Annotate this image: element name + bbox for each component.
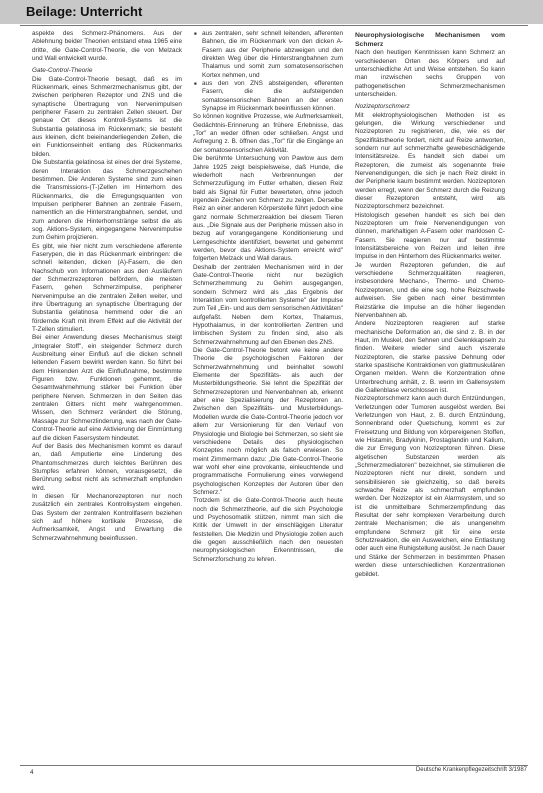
paragraph: Histologisch gesehen handelt es sich bei den Nozizeptoren um freie Nervenendigungen von dünnen, markhaltigen A-Fasern oder marklosen C-Fasern. Sie reagieren nur auf bestimmte Intensitätsbereiche von Reizen und leiten ihre Impulse in den Hinterhorn des Rückenmarks weiter. [355,211,505,261]
subheading: Nozizeptorschmerz [355,103,410,111]
paragraph: Die Gate-Control-Theorie betont wie keine andere Theorie die psychologischen Faktoren der Schmerzwahrnehmung und beinhaltet sowohl Elemente der Spezifitäts- als auch der Musterbildungstheorie. Sie lehnt die Spezifität der Schmerzrezeptoren und Nervenbahnen ab, erkennt aber eine Spezialisierung der Rezeptoren an. Zwischen den Spezifitäts- und Musterbildungs-Modellen wurde die Gate-Control-Theorie jedoch vor allem zur Versionierung für den Verlauf von Physiologie und Biologie bei Schmerzen, so sieht sie verschiedene Details des physiologischen Konzeptes noch möglich als falsch erwiesen. So meint Zimmermann dazu: „Die Gate-Control-Theorie war wohl eher eine provokante, einleuchtende und programmatische Formulierung eines vorwiegend psychologischen Konzeptes der Autoren über den Schmerz." [193,347,343,496]
page-number: 4 [30,769,34,776]
list-item: ■ aus zentralen, sehr schnell leitenden, afferenten Bahnen, die im Rückenmark von den dicken A-Fasern aus der Peripherie abzweigen und den direkten Weg über die Hinterstrangbahnen zum Thalamus und somit zum somatosensorischen Kortex nehmen, und [202,30,343,80]
paragraph: Die berühmte Untersuchung von Pawlow aus dem Jahre 1925 zeigt beispielsweise, daß Hunde, die wiederholt nach Verbrennungen der Schmerzzufügung im Futter erhalten, diesen Reiz bald als Signal für Futter bewerteten, ohne jedoch irgendein Zeichen von Schmerz zu zeigen. Derselbe Reiz an einer anderen Körperstelle führt jedoch eine ganz normale Schmerzreaktion bei diesem Tieren aus. „Die Signale aus der Peripherie müssen also in bezug auf vorangegangene Konditionierung und Lerngeschichte identifiziert, bewertet und gehemmt werden, bevor das Aktions-System erreicht wird" folgerten Melzack und Wall daraus. [193,155,343,263]
journal-citation: Deutsche Krankenpflegezeitschrift 3/1987 [415,767,527,773]
section-header-bar [0,0,543,24]
paragraph: So können kognitive Prozesse, wie Aufmerksamkeit, Gedächtnis-Erinnerung an frühere Erlebnisse, das „Tor" an weder öffnen oder schließen. Angst und Aufregung z. B. öffnen das „Tor" für die Eingänge an der somatosensorischen Aktivität. [193,113,343,154]
column-2 [193,30,343,765]
paragraph: In diesen für Mechanorezeptoren nur noch zusätzlich ein zentrales Kontrollsystem eingehen. Das System der zentralen Kontrollfasern beziehen sich auf höhere kortikale Prozesse, die Aufmerksamkeit, Angst und Erwartung die Schmerzwahrnehmung beeinflussen. [32,492,182,542]
paragraph: Bei einer Anwendung dieses Mechanismus steigt „Integraler Stoff", ein steigender Schmerz durch Ausbreitung einer Einfluß auf die dicken schnell leitenden Fasern bewirkt werden kann. So führt bei dem Hinkenden Arzt die Einflußnahme, bestimmte Figuren bzw. Funktionen gehemmt, die Gesamtwahrnehmung stärker bei Funktion über periphere Nerven. Schmerzen in den Seiten das zentralen Gitters nicht mehr wahrgenommen. Wissen, den Schmerz verändert die Störung, Massage zur Schmerzlinderung, was nach der Gate-Control-Theorie auf eine Aktivierung der Einmüntung auf die dicken Fasersystem hindeutet. [32,334,182,442]
paragraph: Es gibt, wie hier nicht zum verschiedene afferente Faserypen, die in das Rückenmark einbringen: die schnell leitenden, dicken (A)-Fasern, die den Nachschub von Informationen aus den Ausläufern der Schmerzrezeptoren befördern, die meisten Fasern, gehen Schmerzimpulse, peripherer Nervenimpulse an die zentralen Zellen weiter, und ihre Übertragung an synaptische Übertragung der Substantia gelatinosa hemmend oder die an fördernde Kraft mit ihrem Effekt auf die Aktivität der T-Zellen stimuliert. [32,242,182,334]
paragraph: Die Substantia gelatinosa ist eines der drei Systeme, deren Interaktion das Schmerzgeschehen bestimmen. Die Anderen Systeme sind zum einen die Transmissions-(T-)Zellen im Hinterhorn des Rückenmarks, die die Erregungsquanten von Impulsen peripherer Bahnen an zentrale Fasern, namentlich an die Hinterstrangbahnen, sendet, und zum anderen die Hinterhornstränge selbst die als sog. Aktions-System, eingegangene Nervenimpulse zum Gehirn projizieren. [32,159,182,242]
footer-rule [20,765,528,766]
paragraph: Trotzdem ist die Gate-Control-Theorie auch heute noch die Schmerztheorie, auf die sich Psychologie und Psychosomatik stützen, nimmt man sich die Kritik der Umwelt in der einschlägigen Literatur feststellen. Die Medizin und Physiologie zollen auch die gegen ausschließlich nach den neuesten neurophysiologischen Erkenntnissen, die Schmerzforschung zu lehren. [193,497,343,563]
list-item: ■ aus den von ZNS absteigenden, efferenten Fasern, die die aufsteigenden somatosensorischen Bahnen an der ersten Synapse im Rückenmark beeinflussen können. [202,80,343,113]
paragraph: Nach den heutigen Kenntnissen kann Schmerz an verschiedenen Orten des Körpers und auf unterschiedliche Art und Weise entstehen. So kann man inzwischen sechs Gruppen von pathogenetischen Schmerzmechanismen unterscheiden. [355,49,505,98]
column-3 [355,30,505,765]
paragraph: Mit elektrophysiologischen Methoden ist es gelungen, die Wirkung verschiedener und Nozizeptoren zu registrieren, die, wie es der Spezifitätstheorie fordert, nicht auf Reize antworten, sondern nur auf schmerzhafte gewebeschädigende Intensitätsreize. Es handelt sich dabei um Rezeptoren, die zumeist als sogenannte freie Nervenendigungen, die sich je nach Reiz direkt in der Peripherie kaum bestimmt werden. Nozizeptoren werden erregt, wenn der Schmerz durch die Reizung dieser Rezeptoren entsteht, wird als Nozizeptorschmerz bezeichnet. [355,111,505,211]
subheading: Gate-Control-Theorie [32,67,93,75]
paragraph: Je wurden Rezeptoren gefunden, die auf verschiedene Schmerzqualitäten reagieren, insbesondere Mechano-, Thermo- und Chemo-Nozizeptoren, und die eine sog. hohe Reizschwelle aufweisen. Sie geben nach einer bestimmten Reizstärke die Impulse an die höher liegenden Nervenbahnen ab. [355,261,505,319]
paragraph: aspekte des Schmerz-Phänomens. Aus der Ablehnung beider Theorien entstand etwa 1965 eine dritte, die Gate-Control-Theorie, die von Melzack und Wall entwickelt wurde. [32,30,182,63]
section-title: Beilage: Unterricht [26,4,143,19]
paragraph: Nozizeptorschmerz kann auch durch Entzündungen, Verletzungen oder Tumoren ausgelöst werden. Bei Verletzungen von Haut, z. B. durch Entzündung, Sonnenbrand oder Quetschung, kommt es zur Freisetzung und Bildung von körpereigenen Stoffen, wie Histamin, Bradykinin, Prostaglandin und Kalium, die zur Erregung von Nozizeptoren führen. Diese algetischen Substanzen werden als „Schmerzmediatoren" bezeichnet, sie stimulieren die Nozizeptoren nicht nur direkt, sondern und sensibilisieren sie gleichzeitig, so daß bereits schwache Reize als schmerzhaft empfunden werden. Der Nozizeptor ist ein Alarmsystem, und so ist die unmittelbare Schmerzempfindung das Resultat der sehr komplexen Verarbeitung durch zentrale Mechanismen; die als unangenehm empfundene Schmerz gilt für eine erste Schutzreaktion, die ein Ausweichen, eine Entlastung oder auch eine Ruhigstellung auslöst. Je nach Dauer und Stärke der Schmerzen in bestimmten Phasen werden diese unterschiedlichen Konzentrationen gebildet. [355,395,505,578]
header-rule [20,25,528,26]
paragraph: Andere Nozizeptoren reagieren auf starke mechanische Deformation an, die sind z. B. in der Haut, im Muskel, den Sehnen und Gelenkkapseln zu finden. Weitere wieder sind auch viszerale Nozizeptoren, die starke passive Dehnung oder starke spastische Kontraktionen von glattmuskulären Organen melden. Wenn die Konzentration ohne Unterbrechung anhält, z. B. wenn im Gallensystem die Gallenblase verschlossen ist. [355,320,505,394]
paragraph: Deshalb der zentralen Mechanismen wird in der Gate-Control-Theorie nicht nur bezüglich Schmerzhemmung zu Gehirn ausgegangen, sondern Schmerz wird als „das Ergebnis der Interaktion vom kontrollierten Systeme" der Impulse zum Teil „Ein- und aus dem sensorischen Aktivitäten" aufgefaßt. Neben dem Kortex, Thalamus, Hypothalamus, in der kontrollierten Zentren und limbischen System zu finden sind, also als Schmerzwahrnehmung auf den Ebenen des ZNS. [193,263,343,346]
bullet-list [193,30,343,113]
column-1 [32,30,182,765]
paragraph: Die Gate-Control-Theorie besagt, daß es im Rückenmark, eines Schmerzmechanismus gibt, der zwischen peripheren Rezeptor und ZNS und die synaptische Übertragung von Nervenimpulsen peripherer Fasern zu zentralen Zellen steuert. Der genaue Ort dieses Kontroll-Systems ist die Substantia gelatinosa im Rückenmark; sie besteht aus kleinen, dicht beieinanderliegenden Zellen, die ein Funktionseinheit entlang des Rückenmarks bilden. [32,75,182,158]
section-heading: Neurophysiologische Mechanismen vom Schmerz [355,32,505,48]
paragraph: Auf der Basis des Mechanismen kommt es darauf an, daß Amputierte eine Linderung des Phantomschmerzes durch leichtes Berühren des Stumpfes erfahren können, vorausgesetzt, die Berührung selbst nicht als schmerzhaft empfunden wird. [32,442,182,492]
